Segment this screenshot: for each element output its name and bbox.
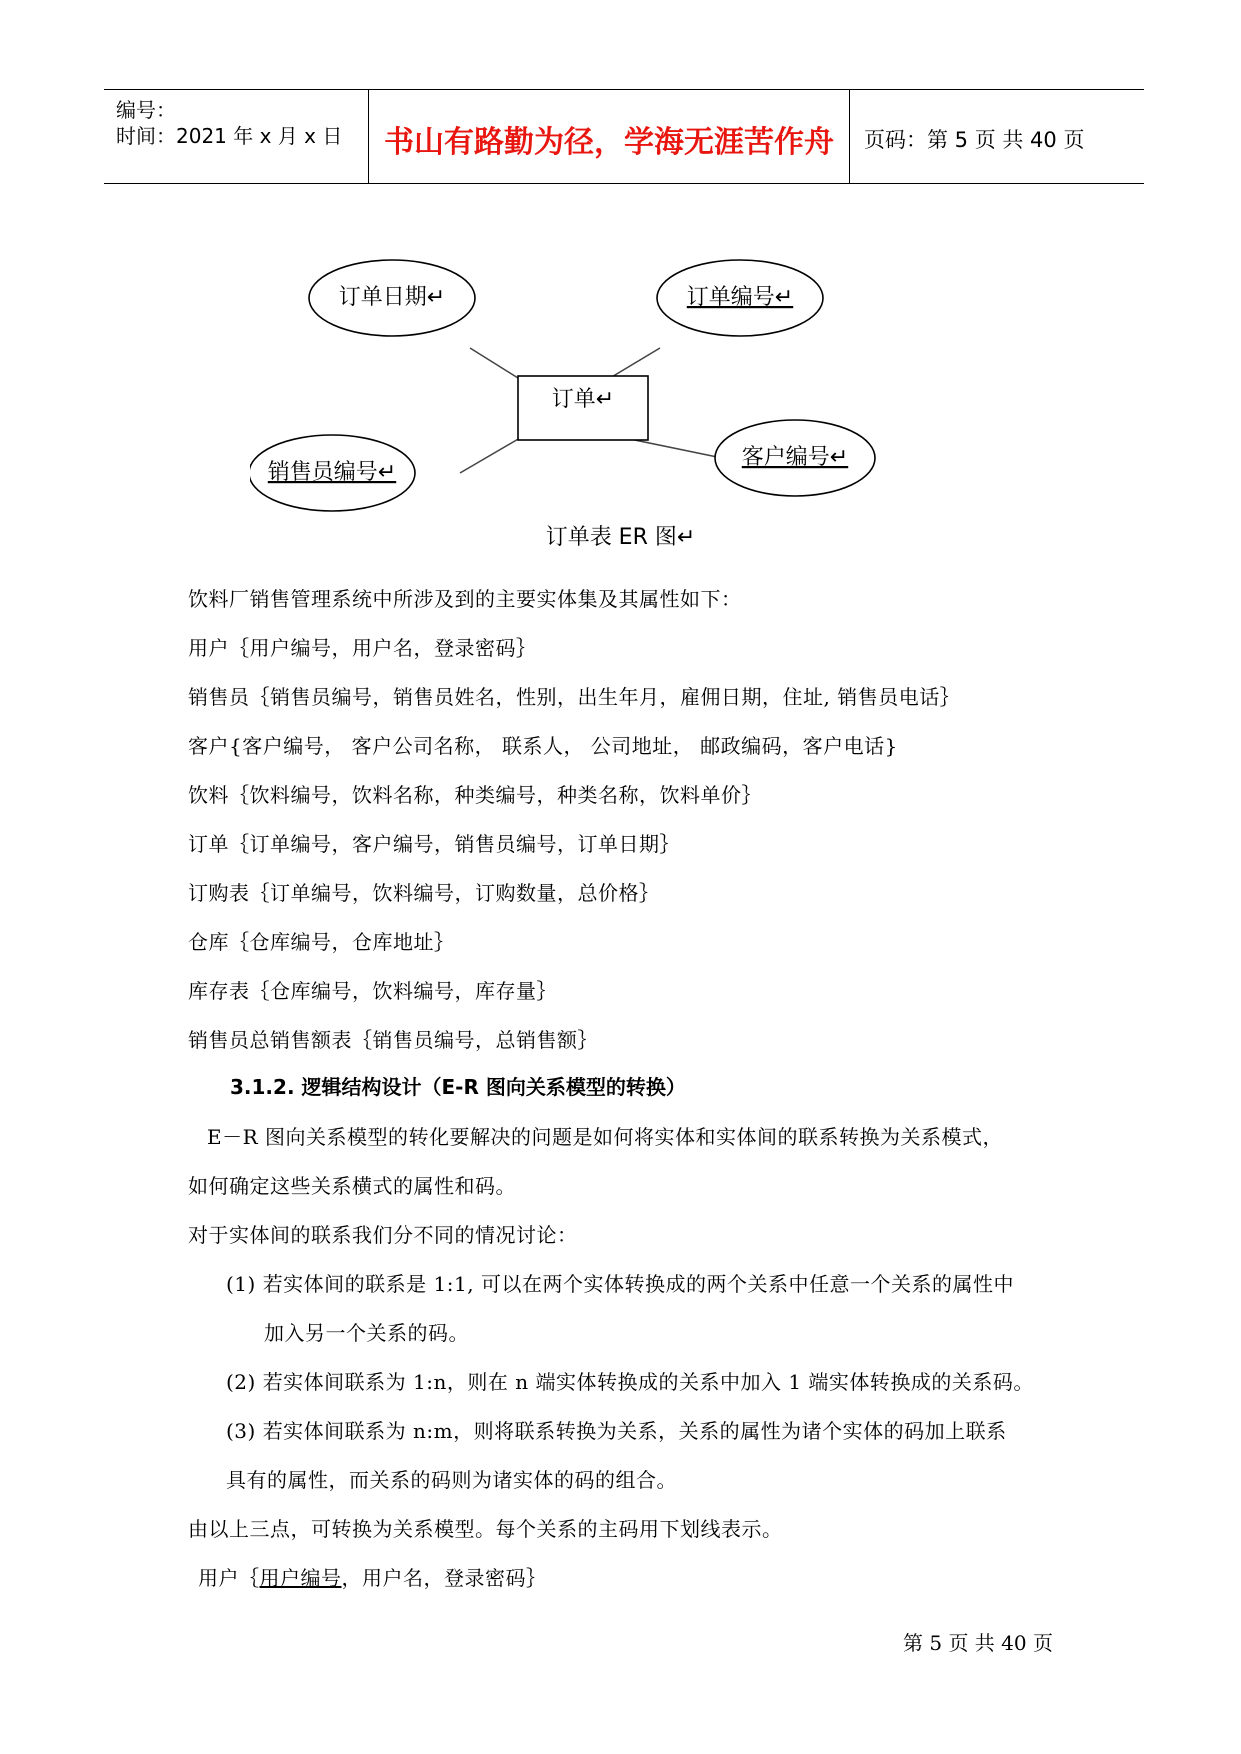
item3-line2: 具有的属性，而关系的码则为诸实体的码的组合。 <box>226 1468 677 1492</box>
final-prefix: 用户｛ <box>198 1566 260 1590</box>
entity-line-warehouse: 仓库｛仓库编号，仓库地址｝ <box>188 930 455 954</box>
intro-paragraph: 饮料厂销售管理系统中所涉及到的主要实体集及其属性如下： <box>188 587 742 611</box>
entity-line-order: 订单｛订单编号，客户编号，销售员编号，订单日期｝ <box>188 832 680 856</box>
final-relation-line <box>198 1562 547 1591</box>
er-diagram <box>250 258 890 518</box>
er-attr-label-customer-id: 客户编号↵ <box>741 445 849 470</box>
er-link-order-date <box>470 348 518 378</box>
para2: 对于实体间的联系我们分不同的情况讨论： <box>188 1223 578 1247</box>
conclusion: 由以上三点，可转换为关系模型。每个关系的主码用下划线表示。 <box>188 1517 783 1541</box>
er-link-customer-id <box>625 438 722 458</box>
header-left-cell <box>104 90 369 183</box>
er-attr-label-order-date: 订单日期↵ <box>338 285 446 310</box>
header-right-cell <box>850 90 1144 183</box>
time-label: 时间：2021 年 x 月 x 日 <box>116 124 343 148</box>
motto: 书山有路勤为径，学海无涯苦作舟 <box>384 125 834 160</box>
item2: (2) 若实体间联系为 1:n，则在 n 端实体转换成的关系中加入 1 端实体转换成的关系码。 <box>226 1370 1034 1394</box>
header-middle-cell <box>369 90 850 183</box>
page-footer: 第 5 页 共 40 页 <box>903 1631 1053 1655</box>
er-link-order-id <box>610 348 660 378</box>
er-attr-label-order-id: 订单编号↵ <box>686 285 794 310</box>
er-attr-label-salesman-id: 销售员编号↵ <box>267 460 397 485</box>
para1-line1: E－R 图向关系模型的转化要解决的问题是如何将实体和实体间的联系转换为关系模式， <box>207 1125 1004 1149</box>
er-link-salesman-id <box>460 438 520 473</box>
final-suffix: ，用户名，登录密码｝ <box>341 1566 547 1590</box>
entity-line-user: 用户｛用户编号，用户名，登录密码｝ <box>188 636 537 660</box>
entity-line-purchase: 订购表｛订单编号，饮料编号，订购数量，总价格｝ <box>188 881 660 905</box>
entity-line-sales-total: 销售员总销售额表｛销售员编号，总销售额｝ <box>188 1028 598 1052</box>
entity-line-drink: 饮料｛饮料编号，饮料名称，种类编号，种类名称，饮料单价｝ <box>188 783 762 807</box>
item1-line1: (1) 若实体间的联系是 1:1, 可以在两个实体转换成的两个关系中任意一个关系的属性中 <box>226 1272 1014 1296</box>
entity-line-stock: 库存表｛仓库编号，饮料编号，库存量｝ <box>188 979 557 1003</box>
er-entity-label: 订单↵ <box>551 387 615 412</box>
page-header <box>104 89 1144 184</box>
number-label: 编号： <box>116 98 176 122</box>
entity-line-salesman: 销售员｛销售员编号，销售员姓名，性别，出生年月，雇佣日期，住址, 销售员电话｝ <box>188 685 961 709</box>
final-primary-key: 用户编号 <box>259 1566 342 1590</box>
section-heading: 3.1.2. 逻辑结构设计（E-R 图向关系模型的转换） <box>230 1075 686 1099</box>
item1-line2: 加入另一个关系的码。 <box>264 1321 469 1345</box>
page-label: 页码：第 5 页 共 40 页 <box>864 128 1085 152</box>
item3-line1: (3) 若实体间联系为 n:m，则将联系转换为关系，关系的属性为诸个实体的码加上联系 <box>226 1419 1007 1443</box>
er-caption: 订单表 ER 图↵ <box>545 525 696 550</box>
para1-line2: 如何确定这些关系横式的属性和码。 <box>188 1174 516 1198</box>
entity-line-customer: 客户{客户编号， 客户公司名称， 联系人， 公司地址， 邮政编码，客户电话} <box>188 734 898 758</box>
